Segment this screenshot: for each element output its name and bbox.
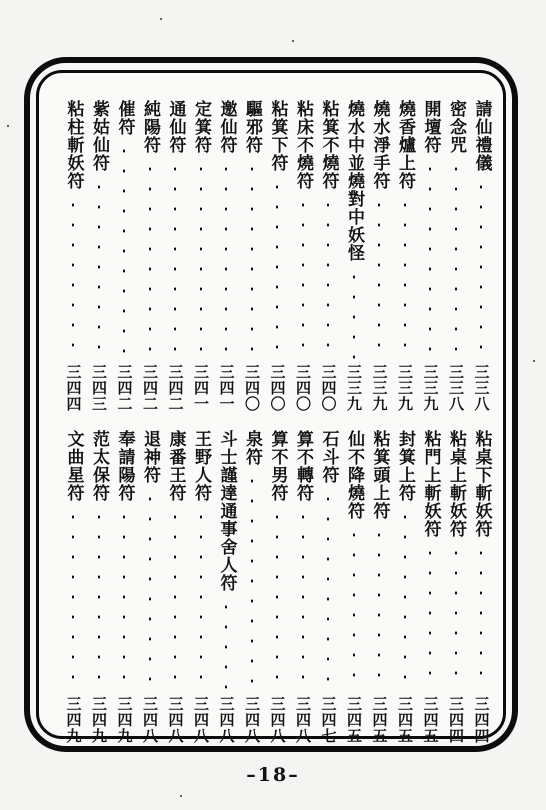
toc-entry-title: 粘門上斬妖符 (420, 430, 441, 538)
toc-entry-page: 三四八 (166, 696, 185, 744)
toc-entry-page: 三四八 (192, 696, 210, 744)
toc-entry-title: 粘桌下斬妖符 (471, 430, 492, 538)
dot-leader (200, 159, 202, 359)
toc-entry-page: 三四八 (141, 696, 159, 744)
toc-entry-title: 粘箕不燒符 (318, 100, 339, 190)
toc-entry-title: 純陽符 (140, 100, 160, 154)
toc-entry (394, 100, 416, 412)
toc-entry (164, 100, 186, 412)
toc-entry-page: 三四二 (141, 364, 159, 412)
dot-leader (480, 177, 482, 359)
dot-leader (72, 195, 74, 359)
toc-entry-title: 燒香爐上符 (395, 100, 415, 190)
toc-entry-title: 粘箕頭上符 (369, 430, 390, 520)
toc-entry-page: 三四九 (90, 696, 108, 744)
toc-entry (317, 100, 339, 412)
dot-leader (174, 507, 176, 691)
toc-entry-title: 粘桌上斬妖符 (446, 430, 466, 538)
toc-entry (113, 430, 135, 744)
toc-entry (215, 430, 237, 744)
toc-entry-page: 三四五 (370, 696, 389, 744)
toc-entry-title: 文曲星符 (63, 430, 84, 502)
dot-leader (480, 543, 482, 691)
toc-entry-title: 石斗符 (318, 430, 339, 484)
toc-entry-page: 三四四 (64, 364, 83, 412)
toc-entry (394, 430, 416, 744)
toc-entry-page: 三四三 (90, 364, 108, 412)
toc-entry-page: 三三九 (345, 364, 363, 412)
toc-entry-page: 三四五 (345, 696, 363, 744)
toc-entry (470, 430, 492, 744)
toc-entry (88, 430, 110, 744)
dot-leader (327, 195, 329, 359)
toc-entry-title: 封箕上符 (395, 430, 415, 502)
toc-entry-title: 密念咒 (446, 100, 466, 154)
toc-entry (368, 430, 390, 744)
toc-entry-title: 奉請陽符 (114, 430, 135, 502)
dot-leader (302, 507, 304, 691)
toc-entry (139, 100, 161, 412)
toc-entry-page: 三四八 (217, 696, 236, 744)
toc-entry-page: 三四〇 (294, 364, 312, 412)
dot-leader (404, 195, 406, 359)
toc-entry (343, 100, 365, 412)
dot-leader (225, 159, 227, 359)
toc-entry (190, 430, 212, 744)
toc-entry (317, 430, 339, 744)
toc-entry-page: 三三八 (447, 364, 465, 412)
scan-speck (292, 40, 294, 42)
toc-entry-title: 粘柱斬妖符 (63, 100, 84, 190)
toc-entry-title: 康番王符 (165, 430, 186, 502)
page-number: –18– (246, 764, 300, 786)
dot-leader (429, 543, 431, 691)
toc-entry-page: 三四八 (243, 696, 261, 744)
dot-leader (98, 507, 100, 691)
dot-leader (353, 267, 355, 359)
toc-entry-page: 三四一 (192, 364, 210, 412)
toc-entry (292, 430, 314, 744)
toc-entry (343, 430, 365, 744)
toc-entry-title: 燒水淨手符 (369, 100, 390, 190)
dot-leader (123, 141, 125, 359)
toc-entry-title: 王野人符 (191, 430, 211, 502)
toc-entry (445, 100, 467, 412)
dot-leader (251, 159, 253, 359)
scan-speck (180, 795, 182, 797)
toc-entry-page: 三四九 (64, 696, 83, 744)
toc-entry-title: 泉符 (242, 430, 262, 466)
toc-entry-page: 三四二 (115, 364, 134, 412)
dot-leader (149, 489, 151, 691)
toc-entry (266, 430, 288, 744)
toc-entry-page: 三三九 (421, 364, 440, 412)
toc-entry (241, 430, 263, 744)
dot-leader (378, 195, 380, 359)
toc-entry (164, 430, 186, 744)
toc-entry (292, 100, 314, 412)
dot-leader (225, 597, 227, 691)
toc-entry-title: 范太保符 (89, 430, 109, 502)
toc-entry-title: 算不男符 (267, 430, 288, 502)
toc-entry-title: 請仙禮儀 (471, 100, 492, 172)
toc-entry (445, 430, 467, 744)
toc-entry (62, 100, 84, 412)
toc-entry (139, 430, 161, 744)
dot-leader (455, 159, 457, 359)
toc-entry (266, 100, 288, 412)
toc-entry-page: 三四二 (166, 364, 185, 412)
scan-speck (7, 125, 9, 127)
dot-leader (72, 507, 74, 691)
dot-leader (123, 507, 125, 691)
dot-leader (404, 507, 406, 691)
toc-entry-page: 三四九 (115, 696, 134, 744)
scan-speck (533, 360, 535, 362)
toc-entry-title: 斗士謹達通事舍人符 (216, 430, 237, 592)
toc-entry-page: 三四〇 (319, 364, 338, 412)
toc-entry (190, 100, 212, 412)
toc-entry (368, 100, 390, 412)
toc-entry-title: 燒水中並燒對中妖怪 (344, 100, 364, 262)
toc-entry (215, 100, 237, 412)
dot-leader (251, 471, 253, 691)
toc-entry-page: 三三九 (396, 364, 414, 412)
toc-entry-title: 仙不降燒符 (344, 430, 364, 520)
toc-entry (62, 430, 84, 744)
toc-entry-page: 三四四 (447, 696, 465, 744)
toc-entry-title: 通仙符 (165, 100, 186, 154)
toc-entry-page: 三四〇 (243, 364, 261, 412)
toc-entry-title: 退神符 (140, 430, 160, 484)
toc-entry-title: 粘箕下符 (267, 100, 288, 172)
toc-entry-page: 三四七 (319, 696, 338, 744)
toc-entry-title: 定箕符 (191, 100, 211, 154)
dot-leader (327, 489, 329, 691)
toc-entry (241, 100, 263, 412)
dot-leader (174, 159, 176, 359)
toc-entry-page: 三四一 (217, 364, 236, 412)
dot-leader (429, 159, 431, 359)
toc-entry-title: 催符 (114, 100, 135, 136)
toc-entry-title: 開壇符 (420, 100, 441, 154)
dot-leader (353, 525, 355, 691)
dot-leader (276, 177, 278, 359)
dot-leader (200, 507, 202, 691)
dot-leader (98, 177, 100, 359)
toc-entry-page: 三四五 (396, 696, 414, 744)
toc-entry (419, 430, 441, 744)
scan-speck (160, 18, 162, 20)
toc-entry-page: 三四八 (294, 696, 312, 744)
dot-leader (276, 507, 278, 691)
toc-entry-page: 三三八 (472, 364, 491, 412)
toc-entry-page: 三三九 (370, 364, 389, 412)
toc-entry-title: 邀仙符 (216, 100, 237, 154)
toc-entry-page: 三四〇 (268, 364, 287, 412)
dot-leader (149, 159, 151, 359)
toc-entry-page: 三四五 (421, 696, 440, 744)
toc-entry-title: 算不轉符 (293, 430, 313, 502)
toc-entry-page: 三四八 (268, 696, 287, 744)
toc-entry (470, 100, 492, 412)
toc-entry-title: 驅邪符 (242, 100, 262, 154)
toc-entry-title: 紫姑仙符 (89, 100, 109, 172)
toc-entry (113, 100, 135, 412)
toc-entry-title: 粘床不燒符 (293, 100, 313, 190)
toc-entry (88, 100, 110, 412)
toc-entry-page: 三四四 (472, 696, 491, 744)
dot-leader (378, 525, 380, 691)
dot-leader (302, 195, 304, 359)
toc-entry (419, 100, 441, 412)
dot-leader (455, 543, 457, 691)
